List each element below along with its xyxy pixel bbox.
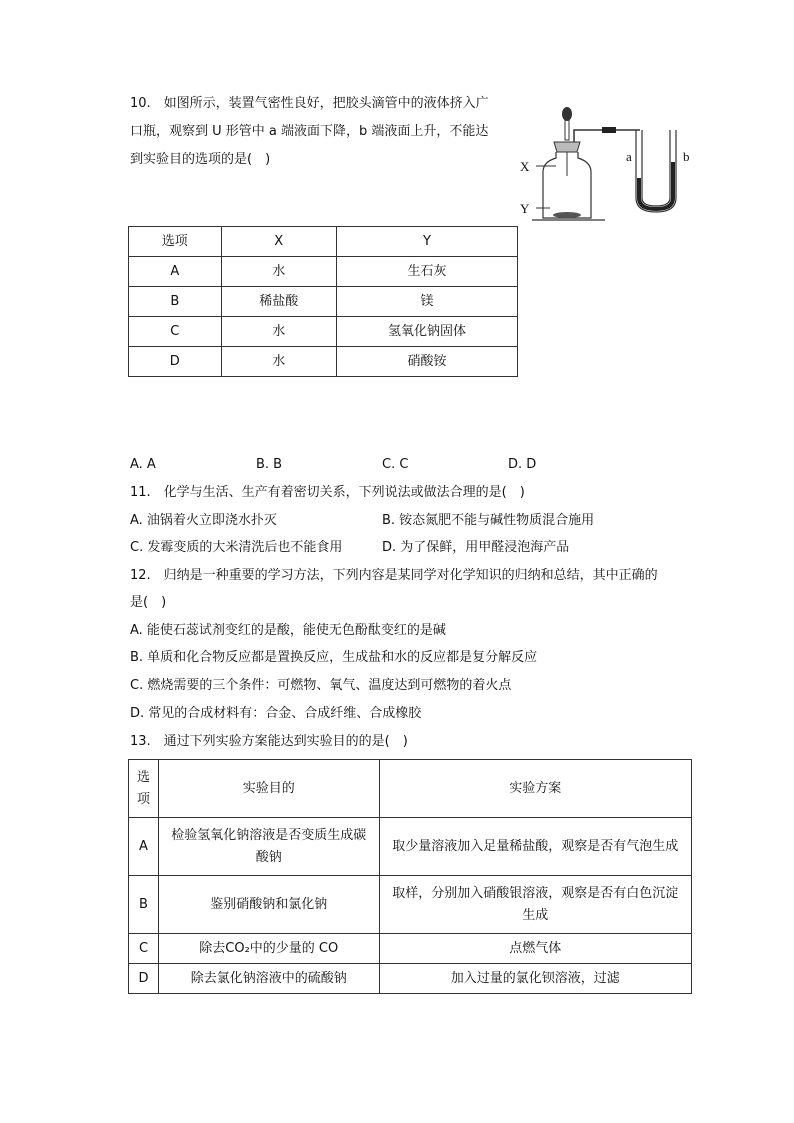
cell-text: 检验氢氧化钠溶液是否变质生成碳 (171, 827, 367, 843)
header-text: 选 (136, 769, 150, 785)
q12-stem-line2: 是( ) (130, 595, 167, 610)
q10-option-c: C. C (382, 457, 409, 472)
table-row (129, 317, 518, 347)
q13-stem: 13. 通过下列实验方案能达到实验目的的是( ) (130, 734, 408, 749)
table-cell: D (129, 964, 159, 994)
table-cell: C (129, 317, 222, 347)
table-cell: 点燃气体 (379, 934, 691, 964)
q10-option-d: D. D (508, 457, 537, 472)
table-cell: 硝酸铵 (336, 347, 517, 377)
q11-option-d: D. 为了保鲜，用甲醛浸泡海产品 (382, 540, 570, 555)
q13-header-goal: 实验目的 (158, 760, 379, 818)
q13-table (128, 759, 692, 994)
q10-header-y: Y (336, 227, 517, 257)
q11-stem: 11. 化学与生活、生产有着密切关系，下列说法或做法合理的是( ) (130, 485, 525, 500)
q11-option-a: A. 油锅着火立即浇水扑灭 (130, 513, 277, 528)
table-row (129, 876, 692, 934)
table-cell: B (129, 876, 159, 934)
table-row (129, 287, 518, 317)
figure-label-b: b (683, 149, 690, 164)
q10-option-b: B. B (256, 457, 283, 472)
header-text: 项 (136, 791, 150, 807)
cell-text: 酸钠 (255, 849, 282, 865)
table-row (129, 934, 692, 964)
q13-header-option (129, 760, 159, 818)
q12-option-c: C. 燃烧需要的三个条件：可燃物、氧气、温度达到可燃物的着火点 (130, 678, 512, 693)
q10-option-a: A. A (130, 457, 156, 472)
table-cell: 水 (221, 257, 336, 287)
table-row (129, 818, 692, 876)
table-cell: A (129, 257, 222, 287)
cell-text: 鉴别硝酸钠和氯化钠 (210, 896, 328, 912)
figure-label-x: X (520, 159, 530, 174)
table-cell: 镁 (336, 287, 517, 317)
q12-option-a: A. 能使石蕊试剂变红的是酸，能使无色酚酞变红的是碱 (130, 623, 446, 638)
cell-text: 生成 (522, 907, 549, 923)
table-cell (158, 818, 379, 876)
table-cell (379, 876, 691, 934)
table-cell: D (129, 347, 222, 377)
figure-label-y: Y (520, 201, 530, 216)
table-cell: 加入过量的氯化钡溶液，过滤 (379, 964, 691, 994)
q10-header-option: 选项 (129, 227, 222, 257)
q12-option-d: D. 常见的合成材料有：合金、合成纤维、合成橡胶 (130, 706, 422, 721)
table-cell: A (129, 818, 159, 876)
table-cell: 除去氯化钠溶液中的硫酸钠 (158, 964, 379, 994)
q11-option-b: B. 铵态氮肥不能与碱性物质混合施用 (382, 513, 595, 528)
table-cell: C (129, 934, 159, 964)
table-cell: 稀盐酸 (221, 287, 336, 317)
table-cell: 生石灰 (336, 257, 517, 287)
table-cell: 氢氧化钠固体 (336, 317, 517, 347)
table-cell: 水 (221, 317, 336, 347)
q10-stem-line2: 口瓶，观察到 U 形管中 a 端液面下降，b 端液面上升，不能达 (130, 124, 489, 139)
q10-stem-line3: 到实验目的选项的是( ) (130, 152, 271, 167)
q12-stem-line1: 12. 归纳是一种重要的学习方法，下列内容是某同学对化学知识的归纳和总结，其中正确的 (130, 568, 658, 583)
cell-text: 取样，分别加入硝酸银溶液，观察是否有白色沉淀 (392, 885, 679, 901)
q10-stem-line1: 10. 如图所示，装置气密性良好，把胶头滴管中的液体挤入广 (130, 96, 489, 111)
q11-option-c: C. 发霉变质的大米清洗后也不能食用 (130, 540, 343, 555)
table-cell: 水 (221, 347, 336, 377)
figure-label-a: a (626, 149, 632, 164)
q13-header-plan: 实验方案 (379, 760, 691, 818)
table-cell: 除去CO₂中的少量的 CO (158, 934, 379, 964)
table-cell (379, 818, 691, 876)
table-row (129, 257, 518, 287)
table-cell: B (129, 287, 222, 317)
table-cell (158, 876, 379, 934)
table-row (129, 347, 518, 377)
q12-option-b: B. 单质和化合物反应都是置换反应，生成盐和水的反应都是复分解反应 (130, 650, 538, 665)
q10-header-x: X (221, 227, 336, 257)
q10-apparatus-figure (510, 100, 700, 230)
q10-table (128, 226, 518, 377)
cell-text: 取少量溶液加入足量稀盐酸，观察是否有气泡生成 (392, 838, 679, 854)
table-row (129, 964, 692, 994)
